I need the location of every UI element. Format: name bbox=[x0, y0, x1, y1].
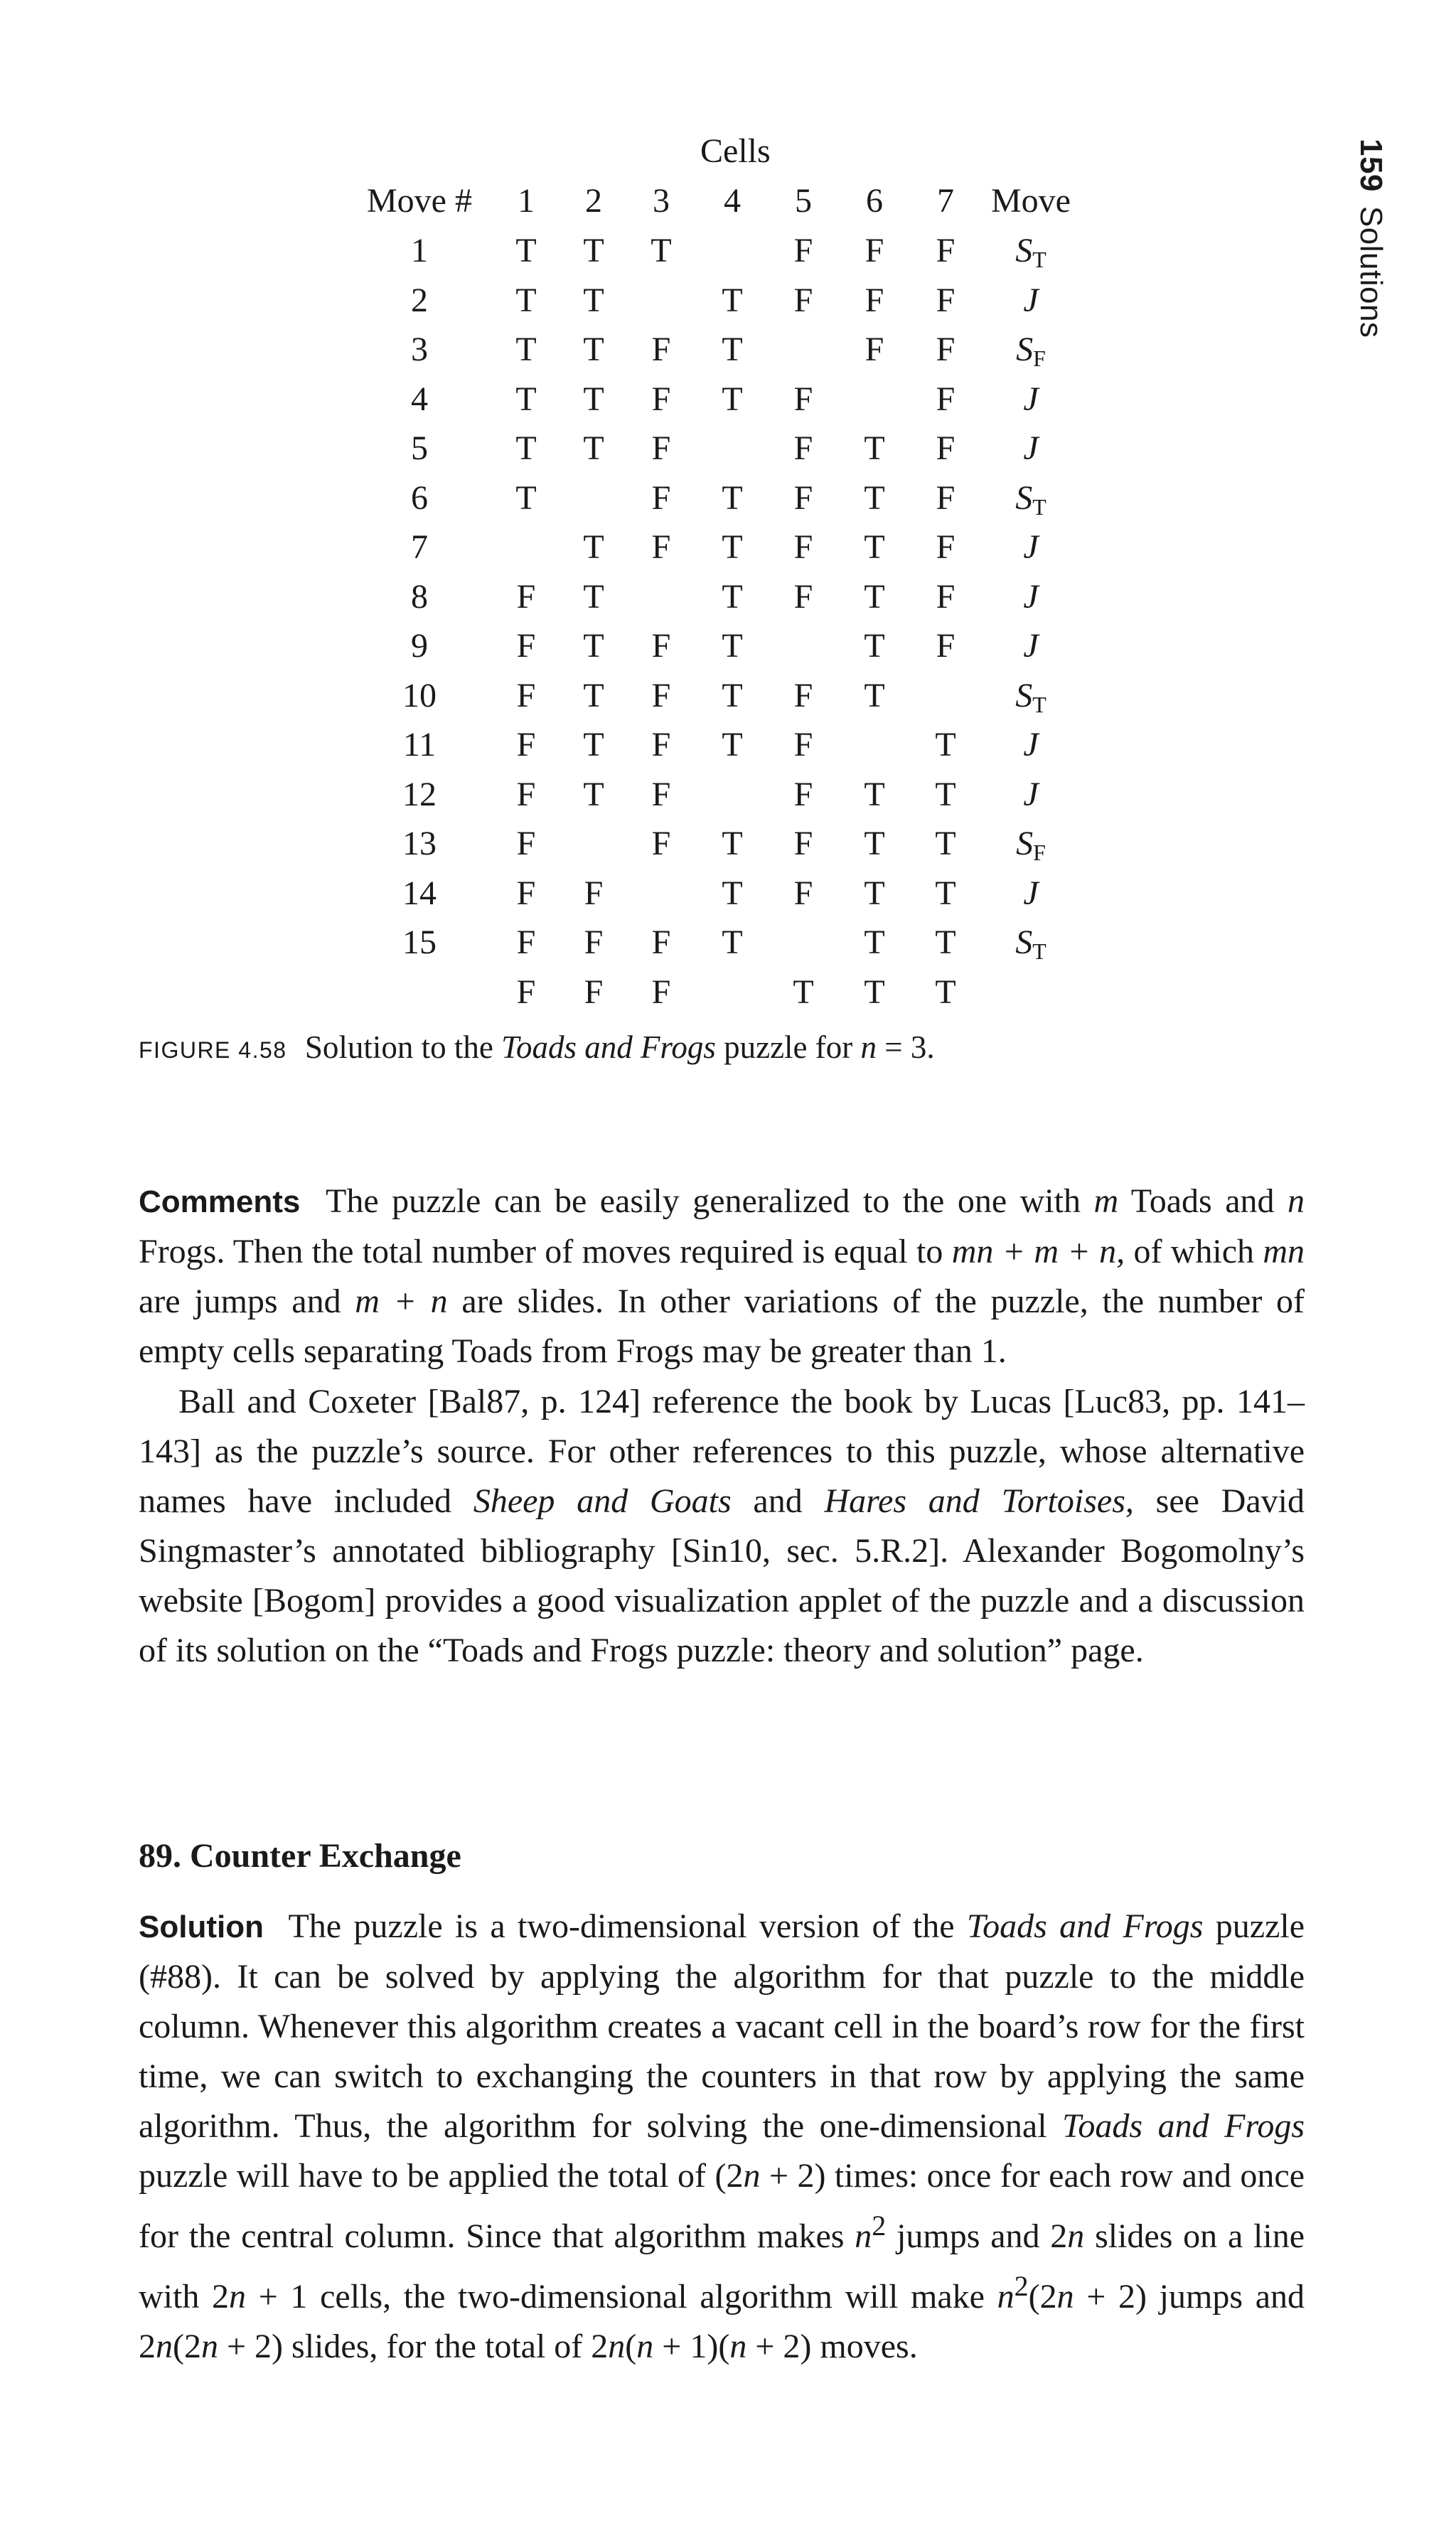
move-type: J bbox=[1023, 380, 1039, 418]
board-cell: T bbox=[515, 232, 537, 269]
table-row bbox=[0, 577, 1456, 627]
move-type: J bbox=[1023, 627, 1039, 665]
move-type: $S_T$ bbox=[1015, 676, 1046, 717]
move-number: 13 bbox=[402, 825, 437, 862]
move-type: J bbox=[1023, 775, 1039, 813]
board-cell: T bbox=[722, 478, 743, 517]
board-cell: F bbox=[936, 627, 956, 665]
board-cell: T bbox=[864, 429, 885, 467]
board-cell: T bbox=[864, 825, 885, 862]
move-number: 1 bbox=[411, 232, 428, 269]
board-cell: T bbox=[935, 825, 956, 862]
board-cell: T bbox=[722, 380, 743, 418]
move-number: 2 bbox=[411, 281, 428, 319]
board-cell: T bbox=[583, 281, 604, 319]
board-cell: T bbox=[935, 726, 956, 764]
board-cell: F bbox=[793, 429, 813, 467]
solution-runin: Solution bbox=[139, 1910, 264, 1944]
board-cell: T bbox=[722, 825, 743, 862]
board-cell: F bbox=[936, 528, 956, 566]
cell-index-header: 1 bbox=[518, 182, 535, 220]
board-cell: F bbox=[651, 825, 671, 862]
board-cell: T bbox=[651, 232, 672, 269]
board-cell: F bbox=[651, 775, 671, 813]
board-cell: F bbox=[516, 577, 536, 616]
move-number: 8 bbox=[411, 577, 428, 616]
board-cell: F bbox=[793, 775, 813, 813]
move-number: 5 bbox=[411, 429, 428, 467]
table-row bbox=[0, 775, 1456, 825]
figure-label: FIGURE 4.58 bbox=[139, 1037, 287, 1063]
move-number: 14 bbox=[402, 874, 437, 912]
running-head-section: Solutions bbox=[1354, 205, 1388, 338]
board-cell: F bbox=[651, 331, 671, 368]
board-cell: F bbox=[864, 281, 884, 319]
board-cell: T bbox=[793, 973, 814, 1011]
figure-caption bbox=[139, 1029, 935, 1066]
caption-text: Solution to the bbox=[304, 1029, 493, 1065]
move-number: 12 bbox=[402, 775, 437, 813]
comments-runin: Comments bbox=[139, 1184, 301, 1219]
move-number: 3 bbox=[411, 331, 428, 368]
board-cell: T bbox=[583, 232, 604, 269]
move-number: 4 bbox=[411, 380, 428, 418]
caption-text: puzzle for bbox=[724, 1029, 853, 1065]
board-cell: T bbox=[722, 627, 743, 665]
board-cell: T bbox=[864, 627, 885, 665]
board-cell: F bbox=[936, 281, 956, 319]
board-cell: F bbox=[936, 478, 956, 517]
move-type: J bbox=[1023, 577, 1039, 616]
move-type: J bbox=[1023, 874, 1039, 912]
board-cell: F bbox=[516, 775, 536, 813]
caption-italic: Toads and Frogs bbox=[501, 1029, 716, 1065]
board-cell: F bbox=[516, 825, 536, 862]
table-row bbox=[0, 478, 1456, 528]
board-cell: T bbox=[515, 380, 537, 418]
comments-paragraph-2: Ball and Coxeter [Bal87, p. 124] reference the book by Lucas [Luc83, pp. 141–143] as the puzzle’s source. For other references to this puzzle, whose alternative names have included Sheep and Goats and Hares and Tortoises, see David Singmaster’s annotated bibliography [Sin10, sec. 5.R.2]. Alexander Bogomolny’s website [Bogom] provides a good visualization applet of the puzzle and a discussion of its solution on the “Toads and Frogs puzzle: theory and solution” page. bbox=[139, 1383, 1305, 1669]
board-cell: F bbox=[793, 577, 813, 616]
board-cell: F bbox=[651, 478, 671, 517]
move-type: $S_T$ bbox=[1015, 478, 1046, 520]
table-row bbox=[0, 923, 1456, 973]
board-cell: F bbox=[793, 232, 813, 269]
board-cell: T bbox=[722, 577, 743, 616]
board-cell: F bbox=[793, 281, 813, 319]
board-cell: F bbox=[793, 825, 813, 862]
solution-paragraph: Solution The puzzle is a two-dimensional version of the Toads and Frogs puzzle (#88). It can be solved by applying the algorithm for that puzzle to the middle column. Whenever this algorithm creates a vacant cell in the board’s row for the first time, we can switch to exchanging the counters in that row by applying the same algorithm. Thus, the algorithm for solving the one-dimensional Toads and Frogs puzzle will have to be applied the total of (2n + 2) times: once for each row and once for the central column. Since that algorithm makes $n^2$ jumps and 2n slides on a line with 2n + 1 cells, the two-dimensional algorithm will make $n^2(2n + 2)$ jumps and 2n(2n + 2) slides, for the total of 2n(n + 1)(n + 2) moves. bbox=[139, 1907, 1305, 2365]
table-row bbox=[0, 824, 1456, 874]
board-cell: F bbox=[936, 577, 956, 616]
board-cell: F bbox=[936, 380, 956, 418]
table-row bbox=[0, 973, 1456, 1022]
board-cell: T bbox=[583, 429, 604, 467]
table-header-row bbox=[0, 181, 1456, 231]
board-cell: F bbox=[936, 429, 956, 467]
table-row bbox=[0, 380, 1456, 429]
section-heading: 89. Counter Exchange bbox=[139, 1837, 461, 1875]
board-cell: F bbox=[651, 528, 671, 566]
table-row bbox=[0, 725, 1456, 775]
board-cell: F bbox=[516, 874, 536, 912]
board-cell: F bbox=[651, 973, 671, 1011]
board-cell: F bbox=[651, 923, 671, 961]
board-cell: F bbox=[584, 973, 604, 1011]
board-cell: F bbox=[651, 676, 671, 714]
table-row bbox=[0, 429, 1456, 478]
move-type: $S_F$ bbox=[1016, 331, 1046, 371]
board-cell: T bbox=[515, 331, 537, 368]
board-cell: T bbox=[722, 676, 743, 714]
board-cell: T bbox=[864, 775, 885, 813]
move-number: 6 bbox=[411, 478, 428, 517]
board-cell: T bbox=[864, 874, 885, 912]
move-number: 9 bbox=[411, 627, 428, 665]
page-number: 159 bbox=[1354, 139, 1388, 192]
board-cell: T bbox=[583, 331, 604, 368]
board-cell: F bbox=[864, 232, 884, 269]
board-cell: T bbox=[722, 874, 743, 912]
board-cell: T bbox=[515, 478, 537, 517]
board-cell: T bbox=[935, 775, 956, 813]
board-cell: T bbox=[864, 923, 885, 961]
board-cell: F bbox=[516, 923, 536, 961]
move-type: $S_T$ bbox=[1015, 232, 1046, 272]
board-cell: T bbox=[722, 281, 743, 319]
board-cell: F bbox=[793, 478, 813, 517]
board-cell: F bbox=[936, 232, 956, 269]
board-cell: T bbox=[722, 726, 743, 764]
table-row bbox=[0, 874, 1456, 923]
cells-column-label: Cells bbox=[700, 132, 771, 170]
table-row bbox=[0, 330, 1456, 380]
table-row bbox=[0, 281, 1456, 331]
board-cell: T bbox=[583, 676, 604, 714]
move-type: J bbox=[1023, 528, 1039, 566]
board-cell: T bbox=[583, 726, 604, 764]
board-cell: F bbox=[516, 676, 536, 714]
board-cell: T bbox=[722, 528, 743, 566]
board-cell: F bbox=[516, 726, 536, 764]
move-type: J bbox=[1023, 726, 1039, 764]
board-cell: T bbox=[935, 923, 956, 961]
board-cell: T bbox=[515, 281, 537, 319]
board-cell: T bbox=[583, 528, 604, 566]
board-cell: T bbox=[583, 577, 604, 616]
board-cell: T bbox=[583, 627, 604, 665]
caption-math: n bbox=[860, 1029, 877, 1065]
caption-text: = 3. bbox=[884, 1029, 935, 1065]
table-row bbox=[0, 528, 1456, 577]
board-cell: F bbox=[651, 627, 671, 665]
move-number-header: Move # bbox=[367, 182, 472, 220]
table-row bbox=[0, 676, 1456, 726]
move-number: 10 bbox=[402, 676, 437, 714]
cell-index-header: 3 bbox=[653, 182, 670, 220]
board-cell: T bbox=[722, 331, 743, 368]
board-cell: F bbox=[516, 973, 536, 1011]
board-cell: F bbox=[651, 429, 671, 467]
board-cell: F bbox=[516, 627, 536, 665]
comments-paragraph-1: Comments The puzzle can be easily generalized to the one with m Toads and n Frogs. Then the total number of moves required is equal to mn + m + n, of which mn are jumps and m + n are slides. In other variations of the puzzle, the number of empty cells separating Toads from Frogs may be greater than 1. bbox=[139, 1182, 1305, 1370]
board-cell: T bbox=[864, 577, 885, 616]
move-type: J bbox=[1023, 429, 1039, 467]
move-number: 7 bbox=[411, 528, 428, 566]
cell-index-header: 6 bbox=[866, 182, 883, 220]
board-cell: F bbox=[793, 528, 813, 566]
board-cell: F bbox=[793, 380, 813, 418]
cell-index-header: 7 bbox=[937, 182, 954, 220]
cell-index-header: 2 bbox=[585, 182, 602, 220]
move-type: $S_F$ bbox=[1016, 825, 1046, 865]
board-cell: F bbox=[651, 380, 671, 418]
board-cell: F bbox=[584, 874, 604, 912]
board-cell: F bbox=[864, 331, 884, 368]
move-type: $S_T$ bbox=[1015, 923, 1046, 964]
board-cell: T bbox=[935, 973, 956, 1011]
board-cell: T bbox=[864, 528, 885, 566]
move-number: 15 bbox=[402, 923, 437, 961]
board-cell: F bbox=[936, 331, 956, 368]
board-cell: T bbox=[864, 478, 885, 517]
cell-index-header: 5 bbox=[795, 182, 812, 220]
board-cell: T bbox=[515, 429, 537, 467]
board-cell: T bbox=[935, 874, 956, 912]
board-cell: F bbox=[793, 874, 813, 912]
cell-index-header: 4 bbox=[724, 182, 741, 220]
board-cell: T bbox=[864, 676, 885, 714]
move-type-header: Move bbox=[991, 182, 1071, 220]
table-row bbox=[0, 231, 1456, 281]
board-cell: F bbox=[584, 923, 604, 961]
board-cell: F bbox=[793, 726, 813, 764]
move-type: J bbox=[1023, 281, 1039, 319]
table-row bbox=[0, 626, 1456, 676]
board-cell: T bbox=[583, 380, 604, 418]
board-cell: F bbox=[651, 726, 671, 764]
board-cell: T bbox=[722, 923, 743, 961]
move-number: 11 bbox=[402, 726, 437, 764]
board-cell: T bbox=[864, 973, 885, 1011]
board-cell: F bbox=[793, 676, 813, 714]
board-cell: T bbox=[583, 775, 604, 813]
